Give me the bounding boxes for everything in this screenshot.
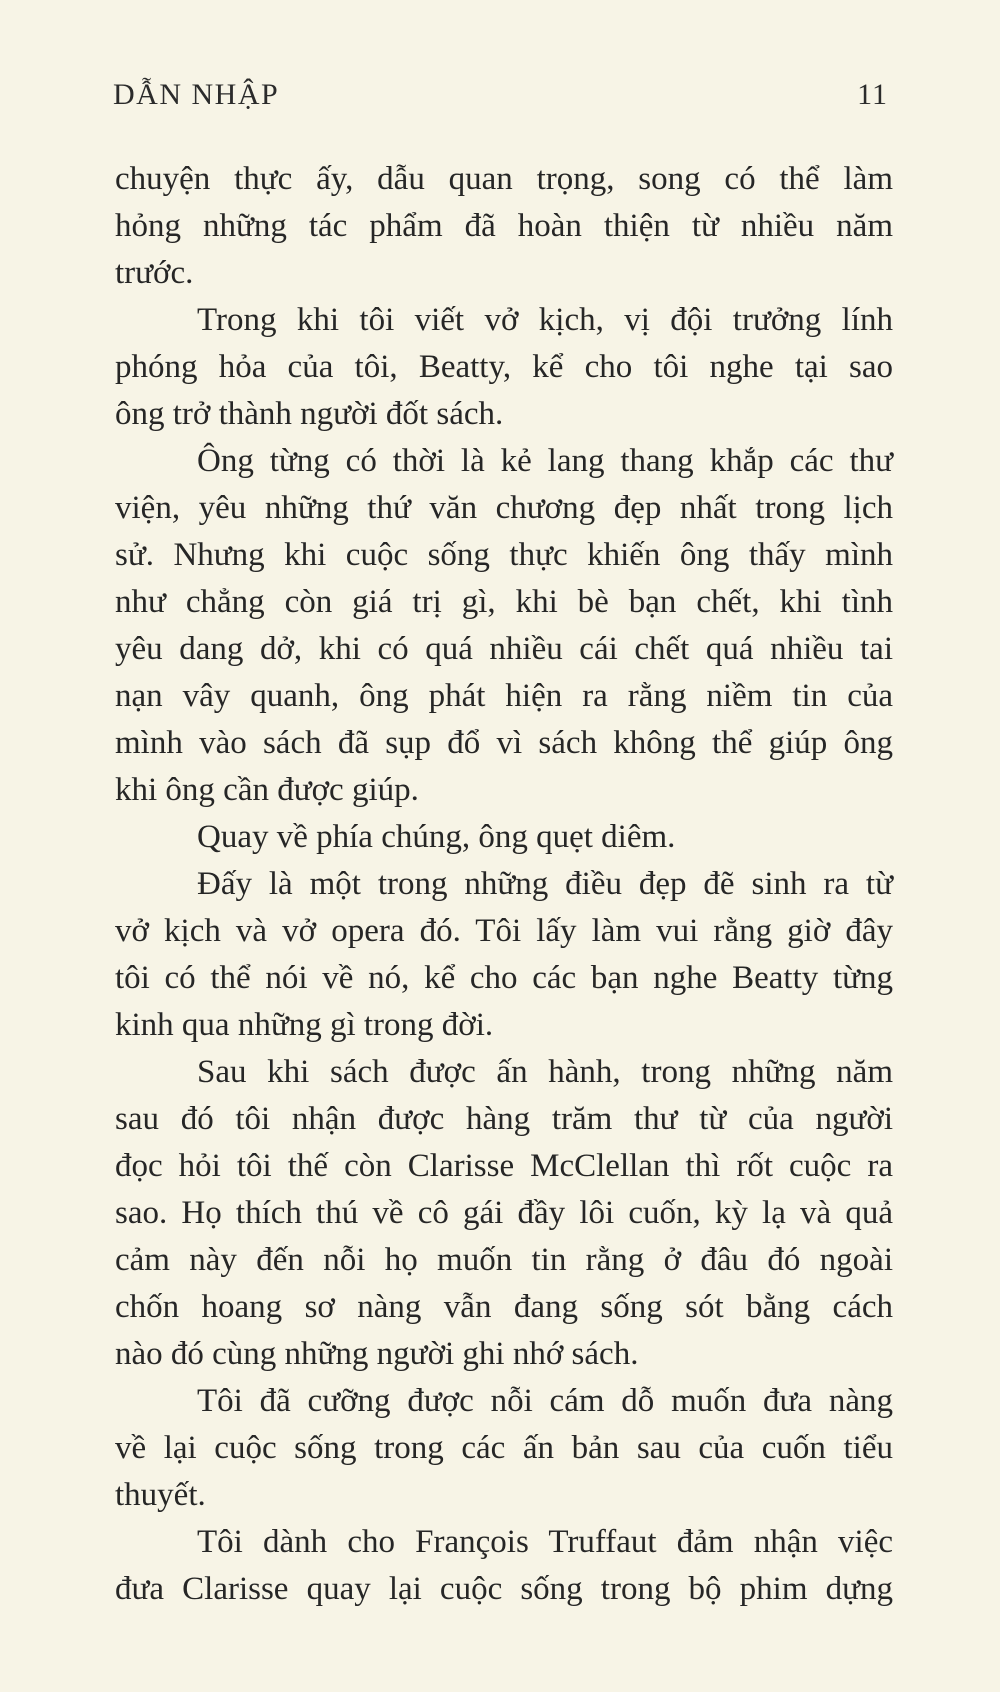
running-header <box>113 78 888 118</box>
text-line: về lại cuộc sống trong các ấn bản sau của cuốn tiểu <box>115 1430 893 1466</box>
text-line: chốn hoang sơ nàng vẫn đang sống sót bằng cách <box>115 1289 893 1325</box>
text-line: sau đó tôi nhận được hàng trăm thư từ của người <box>115 1101 893 1137</box>
text-line: Trong khi tôi viết vở kịch, vị đội trưởng lính <box>197 302 893 338</box>
text-line: kinh qua những gì trong đời. <box>115 1007 494 1043</box>
section-title: DẪN NHẬP <box>113 78 280 111</box>
text-line: vở kịch và vở opera đó. Tôi lấy làm vui rằng giờ đây <box>115 913 893 949</box>
paragraph <box>115 1378 893 1519</box>
paragraph <box>115 156 893 297</box>
text-line: tôi có thể nói về nó, kể cho các bạn nghe Beatty từng <box>115 960 893 996</box>
text-line: như chẳng còn giá trị gì, khi bè bạn chết, khi tình <box>115 584 893 620</box>
text-line: sao. Họ thích thú về cô gái đầy lôi cuốn, kỳ lạ và quả <box>115 1195 893 1231</box>
text-line: Tôi dành cho François Truffaut đảm nhận việc <box>197 1524 893 1560</box>
body-text <box>115 156 893 1613</box>
text-line: Đấy là một trong những điều đẹp đẽ sinh ra từ <box>197 866 893 902</box>
text-line: viện, yêu những thứ văn chương đẹp nhất trong lịch <box>115 490 893 526</box>
text-line: đưa Clarisse quay lại cuộc sống trong bộ phim dựng <box>115 1571 893 1607</box>
page-number: 11 <box>857 78 888 111</box>
text-line: sử. Nhưng khi cuộc sống thực khiến ông thấy mình <box>115 537 893 573</box>
paragraph <box>115 297 893 438</box>
text-line: Quay về phía chúng, ông quẹt diêm. <box>197 819 676 855</box>
paragraph <box>115 861 893 1049</box>
text-line: khi ông cần được giúp. <box>115 772 419 808</box>
text-line: phóng hỏa của tôi, Beatty, kể cho tôi nghe tại sao <box>115 349 893 385</box>
text-line: đọc hỏi tôi thế còn Clarisse McClellan thì rốt cuộc ra <box>115 1148 893 1184</box>
paragraph <box>115 814 893 861</box>
text-line: cảm này đến nỗi họ muốn tin rằng ở đâu đó ngoài <box>115 1242 893 1278</box>
text-line: mình vào sách đã sụp đổ vì sách không thể giúp ông <box>115 725 893 761</box>
text-line: Sau khi sách được ấn hành, trong những năm <box>197 1054 893 1090</box>
text-line: hỏng những tác phẩm đã hoàn thiện từ nhiều năm <box>115 208 893 244</box>
text-line: yêu dang dở, khi có quá nhiều cái chết quá nhiều tai <box>115 631 893 667</box>
text-line: ông trở thành người đốt sách. <box>115 396 504 432</box>
paragraph <box>115 1519 893 1613</box>
text-line: Tôi đã cưỡng được nỗi cám dỗ muốn đưa nàng <box>197 1383 893 1419</box>
text-line: thuyết. <box>115 1477 206 1513</box>
text-line: nạn vây quanh, ông phát hiện ra rằng niềm tin của <box>115 678 893 714</box>
paragraph <box>115 438 893 814</box>
text-line: trước. <box>115 255 194 291</box>
text-line: Ông từng có thời là kẻ lang thang khắp các thư <box>197 443 893 479</box>
text-line: nào đó cùng những người ghi nhớ sách. <box>115 1336 639 1372</box>
text-line: chuyện thực ấy, dẫu quan trọng, song có thể làm <box>115 161 893 197</box>
paragraph <box>115 1049 893 1378</box>
